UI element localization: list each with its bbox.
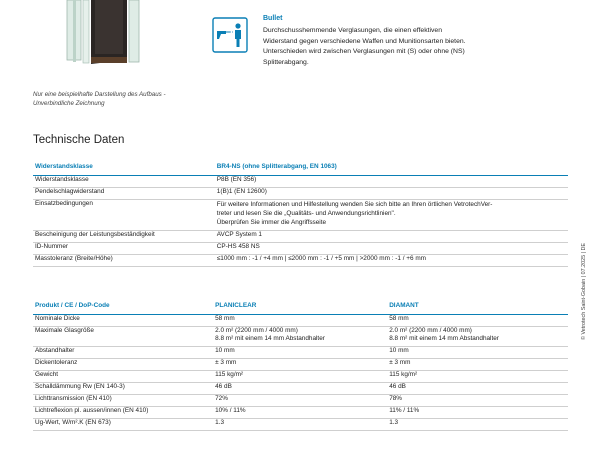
row-label: Dickentoleranz [33, 358, 213, 370]
row-label: Einsatzbedingungen [33, 199, 215, 230]
table-header-row [33, 302, 568, 314]
row-label: Maximale Glasgröße [33, 326, 213, 346]
row-value: 10 mm [213, 346, 387, 358]
row-value: AVCP System 1 [215, 230, 568, 242]
row-value: 10% / 11% [213, 406, 387, 418]
table-header-cell: PLANICLEAR [213, 302, 387, 314]
row-value: 10 mm [387, 346, 568, 358]
row-label: Abstandhalter [33, 346, 213, 358]
table-row [33, 314, 568, 326]
row-value: 115 kg/m² [213, 370, 387, 382]
table-row [33, 382, 568, 394]
row-value: 2.0 m² (2200 mm / 4000 mm) 8.8 m² mit einem 14 mm Abstandhalter [387, 326, 568, 346]
row-value: 72% [213, 394, 387, 406]
row-value: ± 3 mm [213, 358, 387, 370]
table-row [33, 242, 568, 254]
table-row [33, 370, 568, 382]
row-label: Lichtreflexion pl. aussen/innen (EN 410) [33, 406, 213, 418]
row-value: ≤1000 mm : -1 / +4 mm | ≤2000 mm : -1 / +5 mm | >2000 mm : -1 / +6 mm [215, 254, 568, 266]
section-title: Technische Daten [33, 134, 125, 146]
row-value: 1.3 [213, 418, 387, 430]
row-label: Ug-Wert, W/m².K (EN 673) [33, 418, 213, 430]
table-row [33, 254, 568, 266]
row-value: 58 mm [387, 314, 568, 326]
table-header-cell: BR4-NS (ohne Splitterabgang, EN 1063) [215, 163, 568, 175]
row-value: 11% / 11% [387, 406, 568, 418]
caption-line: Unverbindliche Zeichnung [33, 100, 105, 107]
row-label: Gewicht [33, 370, 213, 382]
row-label: Masstoleranz (Breite/Höhe) [33, 254, 215, 266]
table-header-cell: DIAMANT [387, 302, 568, 314]
table-row [33, 406, 568, 418]
table-row [33, 199, 568, 230]
table-row [33, 230, 568, 242]
table-header-cell: Produkt / CE / DoP-Code [33, 302, 213, 314]
row-value: 115 kg/m² [387, 370, 568, 382]
row-value: Für weitere Informationen und Hilfestellung wenden Sie sich bitte an Ihren örtlichen VetrotechVer- treter und lesen Sie die „Qualitäts- und Anwendungsrichtlinien". Überprüfen Sie immer die Angriffsseite [215, 199, 568, 230]
row-value: 1.3 [387, 418, 568, 430]
table-row [33, 187, 568, 199]
row-value: 46 dB [387, 382, 568, 394]
bullet-description: Durchschusshemmende Verglasungen, die einen effektiven Widerstand gegen verschiedene Waffen und Munitionsarten bieten. Unterschieden wird zwischen Verglasungen mit (S) oder ohne (NS) Splitterabgang. [263, 27, 466, 66]
row-value: 78% [387, 394, 568, 406]
shooter-icon [212, 17, 248, 53]
row-label: Schalldämmung Rw (EN 140-3) [33, 382, 213, 394]
row-value: ± 3 mm [387, 358, 568, 370]
row-label: Widerstandsklasse [33, 175, 215, 187]
row-value: 58 mm [213, 314, 387, 326]
table-row [33, 326, 568, 346]
row-value: 2.0 m² (2200 mm / 4000 mm) 8.8 m² mit einem 14 mm Abstandhalter [213, 326, 387, 346]
table-header-row [33, 163, 568, 175]
glass-cross-section-illustration [55, 0, 147, 66]
table-row [33, 358, 568, 370]
copyright-credit: © Vetrotech Saint-Gobain | 07.2025 | DE [581, 243, 587, 340]
table-row [33, 418, 568, 430]
row-label: Pendelschlagwiderstand [33, 187, 215, 199]
row-label: ID-Nummer [33, 242, 215, 254]
row-label: Lichttransmission (EN 410) [33, 394, 213, 406]
table-row [33, 346, 568, 358]
product-table [33, 302, 568, 431]
row-value: P8B (EN 356) [215, 175, 568, 187]
resistance-table [33, 163, 568, 267]
bullet-title: Bullet [263, 15, 283, 22]
row-value: 1(B)1 (EN 12600) [215, 187, 568, 199]
row-value: 46 dB [213, 382, 387, 394]
row-value: CP-HS 458 NS [215, 242, 568, 254]
table-header-cell: Widerstandsklasse [33, 163, 215, 175]
caption-line: Nur eine beispielhafte Darstellung des Aufbaus - [33, 91, 166, 98]
illustration-caption [33, 90, 193, 108]
table-row [33, 394, 568, 406]
row-label: Nominale Dicke [33, 314, 213, 326]
row-label: Bescheinigung der Leistungsbeständigkeit [33, 230, 215, 242]
table-row [33, 175, 568, 187]
